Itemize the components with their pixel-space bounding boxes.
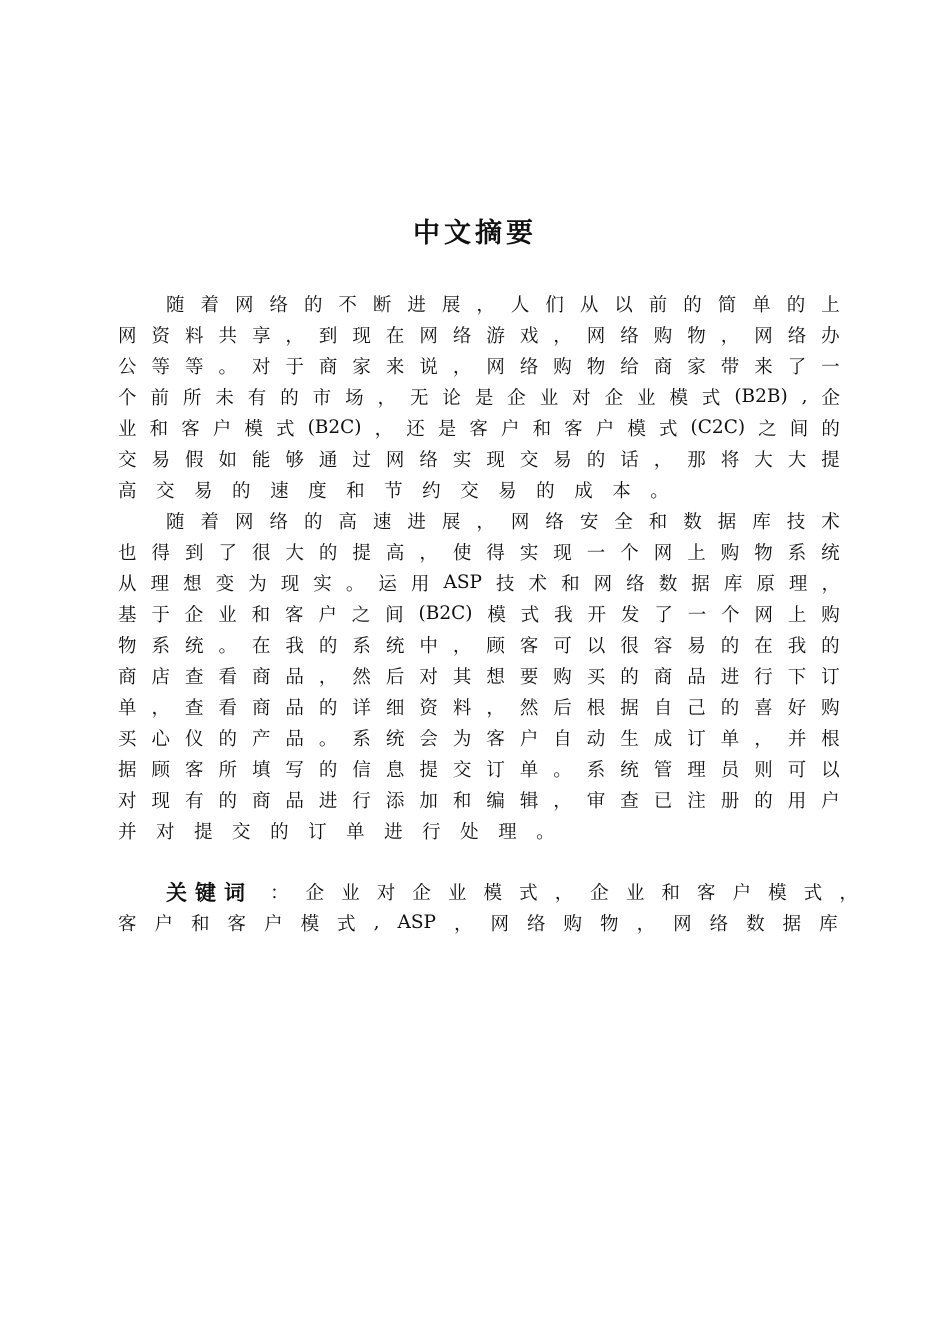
abstract-line: 物 系 统 。 在 我 的 系 统 中 ， 顾 客 可 以 很 容 易 的 在 我 的 — [118, 635, 840, 657]
abstract-line: 也 得 到 了 很 大 的 提 高 ， 使 得 实 现 一 个 网 上 购 物 系 统 — [118, 542, 840, 564]
abstract-line: 随 着 网 络 的 不 断 进 展 ， 人 们 从 以 前 的 简 单 的 上 — [166, 294, 840, 316]
keywords-line-2: 客 户 和 客 户 模 式 , ASP ， 网 络 购 物 ， 网 络 数 据 库 — [118, 912, 838, 935]
abstract-line: 据 顾 客 所 填 写 的 信 息 提 交 订 单 。 系 统 管 理 员 则 可 以 — [118, 759, 840, 781]
abstract-line: 高 交 易 的 速 度 和 节 约 交 易 的 成 本 。 — [118, 480, 669, 502]
abstract-line: 业 和 客 户 模 式 (B2C) ， 还 是 客 户 和 客 户 模 式 (C2C) 之 间 的 — [118, 417, 840, 440]
abstract-line: 网 资 料 共 享 ， 到 现 在 网 络 游 戏 ， 网 络 购 物 ， 网 络 办 — [118, 325, 840, 347]
abstract-line: 对 现 有 的 商 品 进 行 添 加 和 编 辑 ， 审 查 已 注 册 的 用 户 — [118, 790, 840, 812]
abstract-body — [118, 288, 840, 846]
abstract-line: 单 ， 查 看 商 品 的 详 细 资 料 ， 然 后 根 据 自 己 的 喜 好 购 — [118, 697, 840, 719]
keywords-line-1: 关键词 ： 企 业 对 企 业 模 式 ， 企 业 和 客 户 模 式 ， — [118, 876, 858, 907]
abstract-line: 公 等 等 。 对 于 商 家 来 说 ， 网 络 购 物 给 商 家 带 来 了 一 — [118, 356, 840, 378]
abstract-line: 交 易 假 如 能 够 通 过 网 络 实 现 交 易 的 话 ， 那 将 大 大 提 — [118, 449, 840, 471]
abstract-line: 个 前 所 未 有 的 市 场 ， 无 论 是 企 业 对 企 业 模 式 (B2B) , 企 — [118, 386, 840, 409]
abstract-line: 从 理 想 变 为 现 实 。 运 用 ASP 技 术 和 网 络 数 据 库 原 理 ， — [118, 572, 840, 595]
abstract-line: 买 心 仪 的 产 品 。 系 统 会 为 客 户 自 动 生 成 订 单 ， 并 根 — [118, 728, 840, 750]
keywords-label: 关键词 — [166, 880, 253, 905]
abstract-line: 随 着 网 络 的 高 速 进 展 ， 网 络 安 全 和 数 据 库 技 术 — [166, 511, 840, 533]
keywords-section — [118, 876, 858, 938]
page-title: 中文摘要 — [413, 218, 537, 249]
abstract-line: 基 于 企 业 和 客 户 之 间 (B2C) 模 式 我 开 发 了 一 个 网 上 购 — [118, 603, 840, 626]
abstract-line: 并 对 提 交 的 订 单 进 行 处 理 。 — [118, 821, 555, 843]
abstract-line: 商 店 查 看 商 品 ， 然 后 对 其 想 要 购 买 的 商 品 进 行 下 订 — [118, 666, 840, 688]
